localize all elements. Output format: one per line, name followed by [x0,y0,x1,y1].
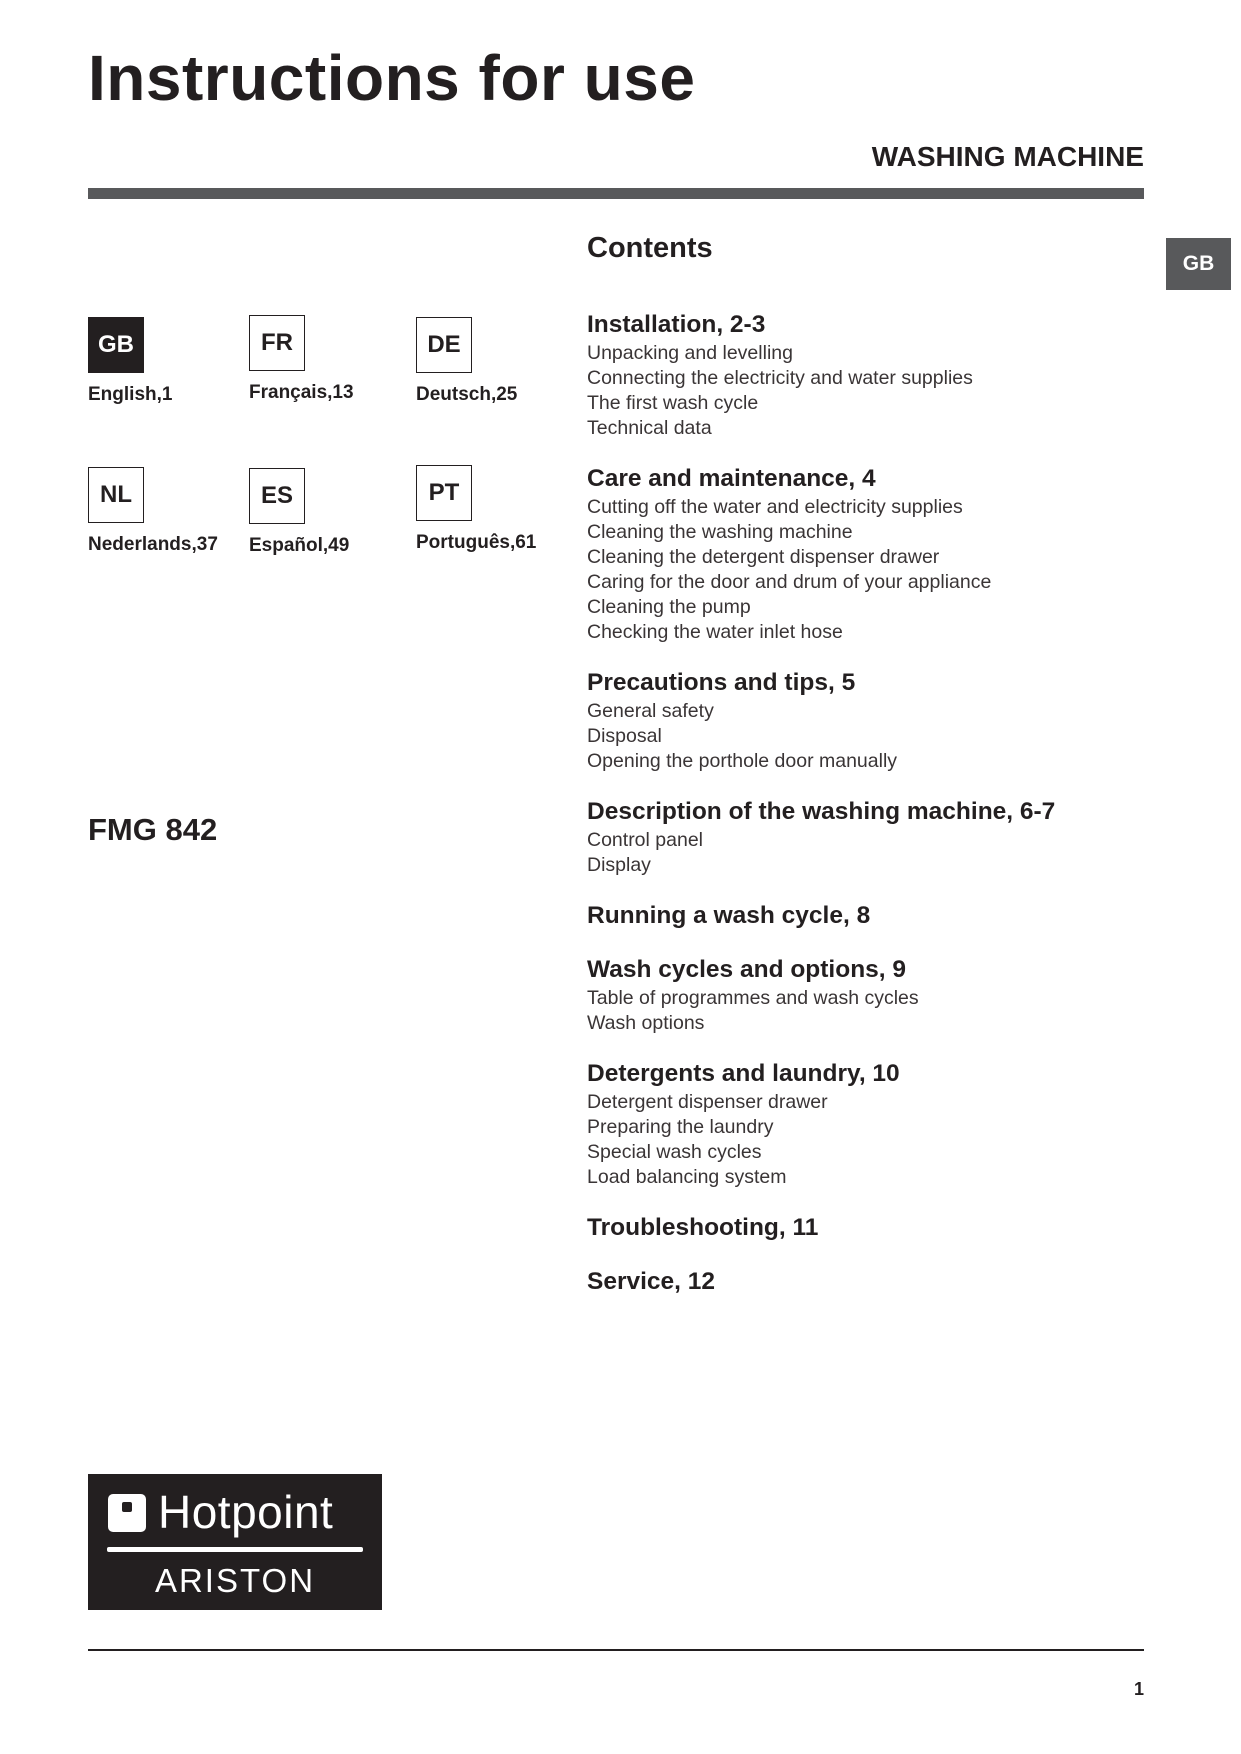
language-fr [249,315,354,405]
language-de [416,317,517,407]
logo-divider [107,1547,363,1552]
language-nl [88,467,218,557]
toc-item: The first wash cycle [587,392,759,414]
language-label: Nederlands,37 [88,534,218,555]
toc-item: Cutting off the water and electricity supplies [587,496,963,518]
toc-section [587,1058,1187,1190]
toc-item: Preparing the laundry [587,1116,774,1138]
toc-section [587,954,1187,1036]
toc-item: Caring for the door and drum of your appliance [587,571,992,593]
page-number: 1 [1133,1679,1144,1699]
toc-section-heading: Installation, 2-3 [587,311,766,338]
toc-item: Wash options [587,1012,705,1034]
toc-item: Checking the water inlet hose [587,621,843,643]
toc-item: Control panel [587,829,703,851]
logo-mark-icon [108,1494,146,1532]
toc-section-heading: Service, 12 [587,1268,716,1295]
logo-brand-secondary: ARISTON [154,1562,316,1599]
toc-section [587,463,1187,645]
language-code-box: ES [249,468,305,524]
toc-section [587,309,1187,441]
table-of-contents [587,309,1187,1320]
toc-section-heading: Wash cycles and options, 9 [587,956,907,983]
toc-section [587,1266,1187,1298]
toc-section [587,667,1187,774]
toc-item: Cleaning the detergent dispenser drawer [587,546,940,568]
toc-item: Cleaning the washing machine [587,521,853,543]
language-label: Français,13 [249,382,354,403]
toc-item: Display [587,854,651,876]
language-code-box: PT [416,465,472,521]
toc-item: Opening the porthole door manually [587,750,898,772]
toc-section [587,1212,1187,1244]
toc-section-heading: Troubleshooting, 11 [587,1214,819,1241]
toc-item: General safety [587,700,714,722]
language-es [249,468,349,558]
footer-divider [88,1649,1144,1651]
toc-item: Technical data [587,417,712,439]
toc-item: Cleaning the pump [587,596,751,618]
language-code-box: DE [416,317,472,373]
language-gb [88,317,172,407]
document-title: Instructions for use [88,42,696,114]
toc-item: Connecting the electricity and water supplies [587,367,973,389]
toc-section-heading: Detergents and laundry, 10 [587,1060,900,1087]
language-code-box: GB [88,317,144,373]
brand-logo [88,1474,382,1610]
toc-section-heading: Precautions and tips, 5 [587,669,856,696]
toc-section-heading: Description of the washing machine, 6-7 [587,798,1056,825]
language-label: English,1 [88,384,173,405]
language-code-box: FR [249,315,305,371]
toc-item: Load balancing system [587,1166,787,1188]
toc-item: Special wash cycles [587,1141,762,1163]
language-side-tab: GB [1166,238,1231,290]
language-label: Deutsch,25 [416,384,518,405]
language-label: Español,49 [249,535,350,556]
toc-section-heading: Care and maintenance, 4 [587,465,876,492]
language-code-box: NL [88,467,144,523]
logo-brand-primary: Hotpoint [158,1486,334,1538]
header-divider [88,188,1144,199]
toc-item: Detergent dispenser drawer [587,1091,828,1113]
language-pt [416,465,536,555]
toc-section [587,900,1187,932]
document-subtitle: WASHING MACHINE [871,141,1144,172]
language-label: Português,61 [416,532,537,553]
toc-section [587,796,1187,878]
toc-item: Disposal [587,725,662,747]
contents-title: Contents [587,232,713,264]
toc-section-heading: Running a wash cycle, 8 [587,902,871,929]
toc-item: Table of programmes and wash cycles [587,987,919,1009]
toc-item: Unpacking and levelling [587,342,793,364]
model-number: FMG 842 [88,812,218,847]
